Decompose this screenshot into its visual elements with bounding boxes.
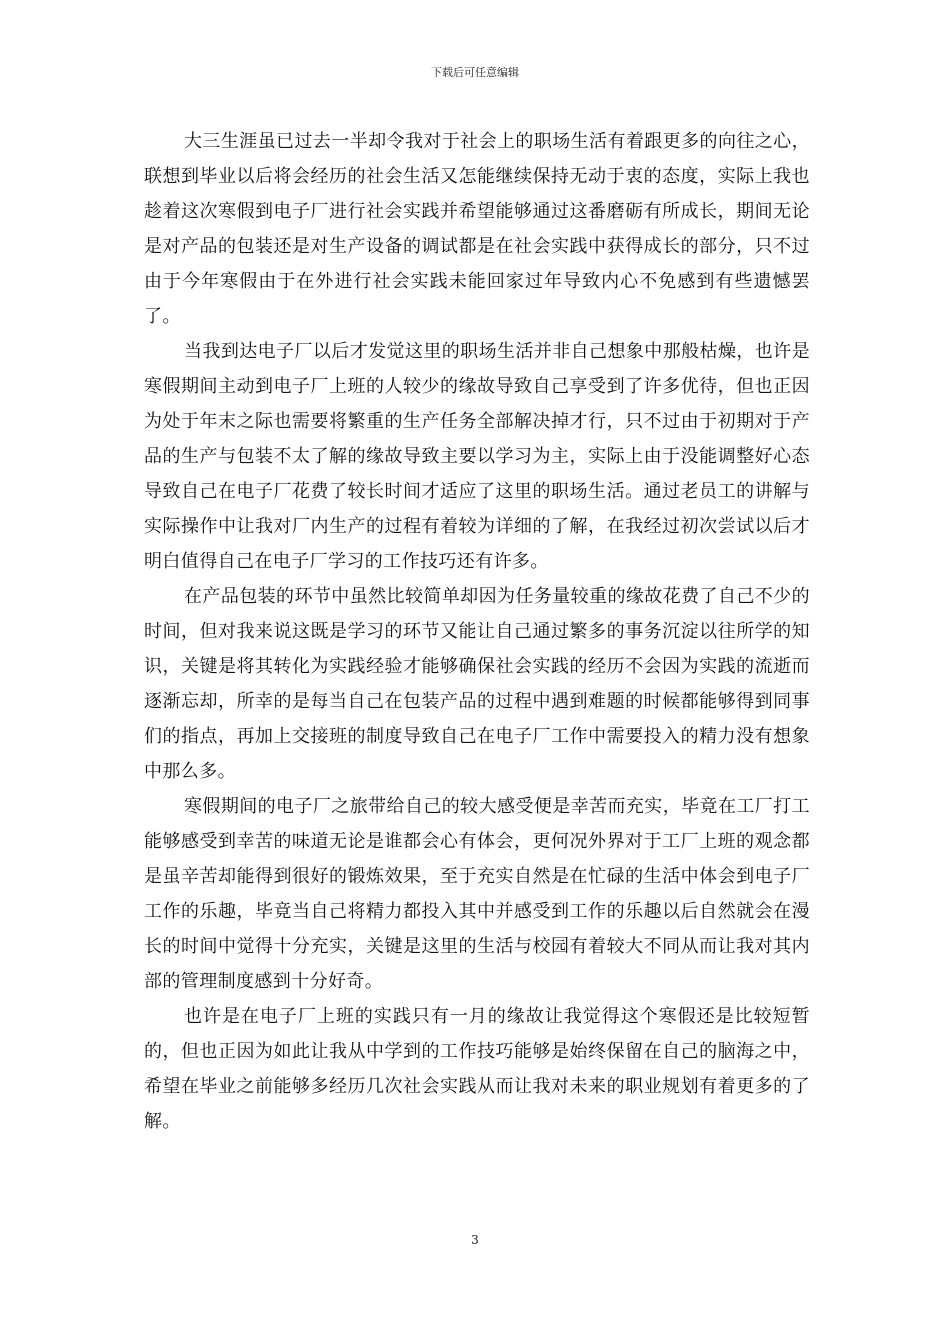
paragraph-3: 在产品包装的环节中虽然比较简单却因为任务量较重的缘故花费了自己不少的时间，但对我来说这既是学习的环节又能让自己通过繁多的事务沉淀以往所学的知识，关键是将其转化为实践经验才能够确保社会实践的经历不会因为实践的流逝而逐渐忘却，所幸的是每当自己在包装产品的过程中遇到难题的时候都能够得到同事们的指点，再加上交接班的制度导致自己在电子厂工作中需要投入的精力没有想象中那么多。 [144,586,810,782]
page-header: 下载后可任意编辑 [431,66,519,79]
page-number: 3 [471,1233,479,1247]
paragraph-4: 寒假期间的电子厂之旅带给自己的较大感受便是幸苦而充实，毕竟在工厂打工能够感受到幸苦的味道无论是谁都会心有体会，更何况外界对于工厂上班的观念都是虽辛苦却能得到很好的锻炼效果，至于充实自然是在忙碌的生活中体会到电子厂工作的乐趣，毕竟当自己将精力都投入其中并感受到工作的乐趣以后自然就会在漫长的时间中觉得十分充实，关键是这里的生活与校园有着较大不同从而让我对其内部的管理制度感到十分好奇。 [144,796,810,992]
document-body [144,124,810,1139]
paragraph-5: 也许是在电子厂上班的实践只有一月的缘故让我觉得这个寒假还是比较短暂的，但也正因为如此让我从中学到的工作技巧能够是始终保留在自己的脑海之中，希望在毕业之前能够多经历几次社会实践从而让我对未来的职业规划有着更多的了解。 [144,1006,810,1132]
paragraph-1: 大三生涯虽已过去一半却令我对于社会上的职场生活有着跟更多的向往之心，联想到毕业以后将会经历的社会生活又怎能继续保持无动于衷的态度，实际上我也趁着这次寒假到电子厂进行社会实践并希望能够通过这番磨砺有所成长，期间无论是对产品的包装还是对生产设备的调试都是在社会实践中获得成长的部分，只不过由于今年寒假由于在外进行社会实践未能回家过年导致内心不免感到有些遗憾罢了。 [144,131,810,327]
paragraph-2: 当我到达电子厂以后才发觉这里的职场生活并非自己想象中那般枯燥，也许是寒假期间主动到电子厂上班的人较少的缘故导致自己享受到了许多优待，但也正因为处于年末之际也需要将繁重的生产任务全部解决掉才行，只不过由于初期对于产品的生产与包装不太了解的缘故导致主要以学习为主，实际上由于没能调整好心态导致自己在电子厂花费了较长时间才适应了这里的职场生活。通过老员工的讲解与实际操作中让我对厂内生产的过程有着较为详细的了解，在我经过初次尝试以后才明白值得自己在电子厂学习的工作技巧还有许多。 [144,341,810,572]
